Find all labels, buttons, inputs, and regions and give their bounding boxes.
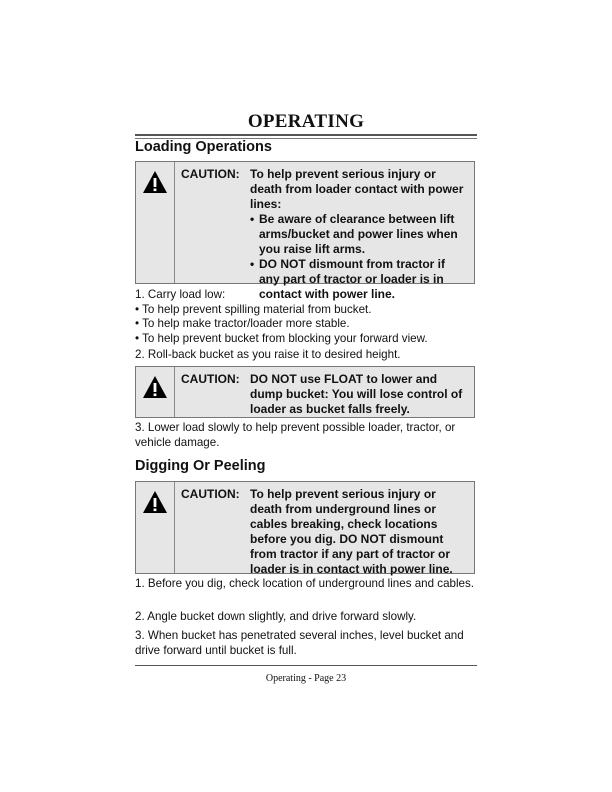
step-bullet: • To help prevent bucket from blocking your forward view.: [135, 331, 428, 345]
caution-box-float: [135, 366, 475, 418]
step-text: 1. Before you dig, check location of underground lines and cables.: [135, 577, 475, 590]
caution-icon-cell: [136, 367, 175, 417]
caution-text: To help prevent serious injury or death from underground lines or cables breaking, check locations before you dig. DO NOT dismount from tractor if any part of tractor or loader is in contact with power line.: [250, 487, 453, 576]
step-text: 2. Angle bucket down slightly, and drive forward slowly.: [135, 610, 417, 623]
caution-bullet: • DO NOT dismount from tractor if any part of tractor or loader is in contact with power line.: [250, 257, 468, 302]
section-heading-digging-or-peeling: Digging Or Peeling: [135, 458, 266, 474]
page-footer: Operating - Page 23: [265, 673, 347, 684]
caution-intro: To help prevent serious injury or death from loader contact with power lines:: [250, 167, 464, 211]
step-bullet: • To help make tractor/loader more stable.: [135, 317, 350, 330]
footer-divider: [135, 665, 477, 666]
digging-step-1: [135, 577, 477, 592]
warning-triangle-icon: [142, 375, 168, 399]
digging-step-2: [135, 610, 477, 625]
step-text: 3. Lower load slowly to help prevent possible loader, tractor, or vehicle damage.: [135, 421, 456, 449]
loading-step-3: [135, 421, 477, 450]
caution-label: CAUTION:: [181, 487, 240, 501]
caution-icon-cell: [136, 162, 175, 283]
title-divider: [135, 134, 477, 136]
step-text: 1. Carry load low:: [135, 288, 226, 301]
section-heading-loading-operations: Loading Operations: [135, 139, 272, 155]
warning-triangle-icon: [142, 170, 168, 194]
caution-icon-cell: [136, 482, 175, 573]
digging-step-3: [135, 629, 477, 658]
step-text: 3. When bucket has penetrated several inches, level bucket and drive forward until bucket is full.: [135, 629, 464, 657]
loading-step-2: [135, 348, 477, 363]
caution-text: [250, 162, 474, 301]
caution-label: CAUTION:: [181, 372, 240, 386]
caution-label: CAUTION:: [181, 167, 240, 181]
step-bullet: • To help prevent spilling material from bucket.: [135, 302, 372, 316]
step-text: 2. Roll-back bucket as you raise it to desired height.: [135, 348, 401, 361]
caution-box-underground-lines: [135, 481, 475, 574]
caution-text: DO NOT use FLOAT to lower and dump bucket: You will lose control of loader as bucket falls freely.: [250, 372, 463, 416]
page-title: OPERATING: [247, 111, 365, 132]
caution-bullet: • Be aware of clearance between lift arms/bucket and power lines when you raise lift arms.: [250, 212, 468, 257]
loading-steps-block-1: [135, 288, 477, 346]
warning-triangle-icon: [142, 490, 168, 514]
